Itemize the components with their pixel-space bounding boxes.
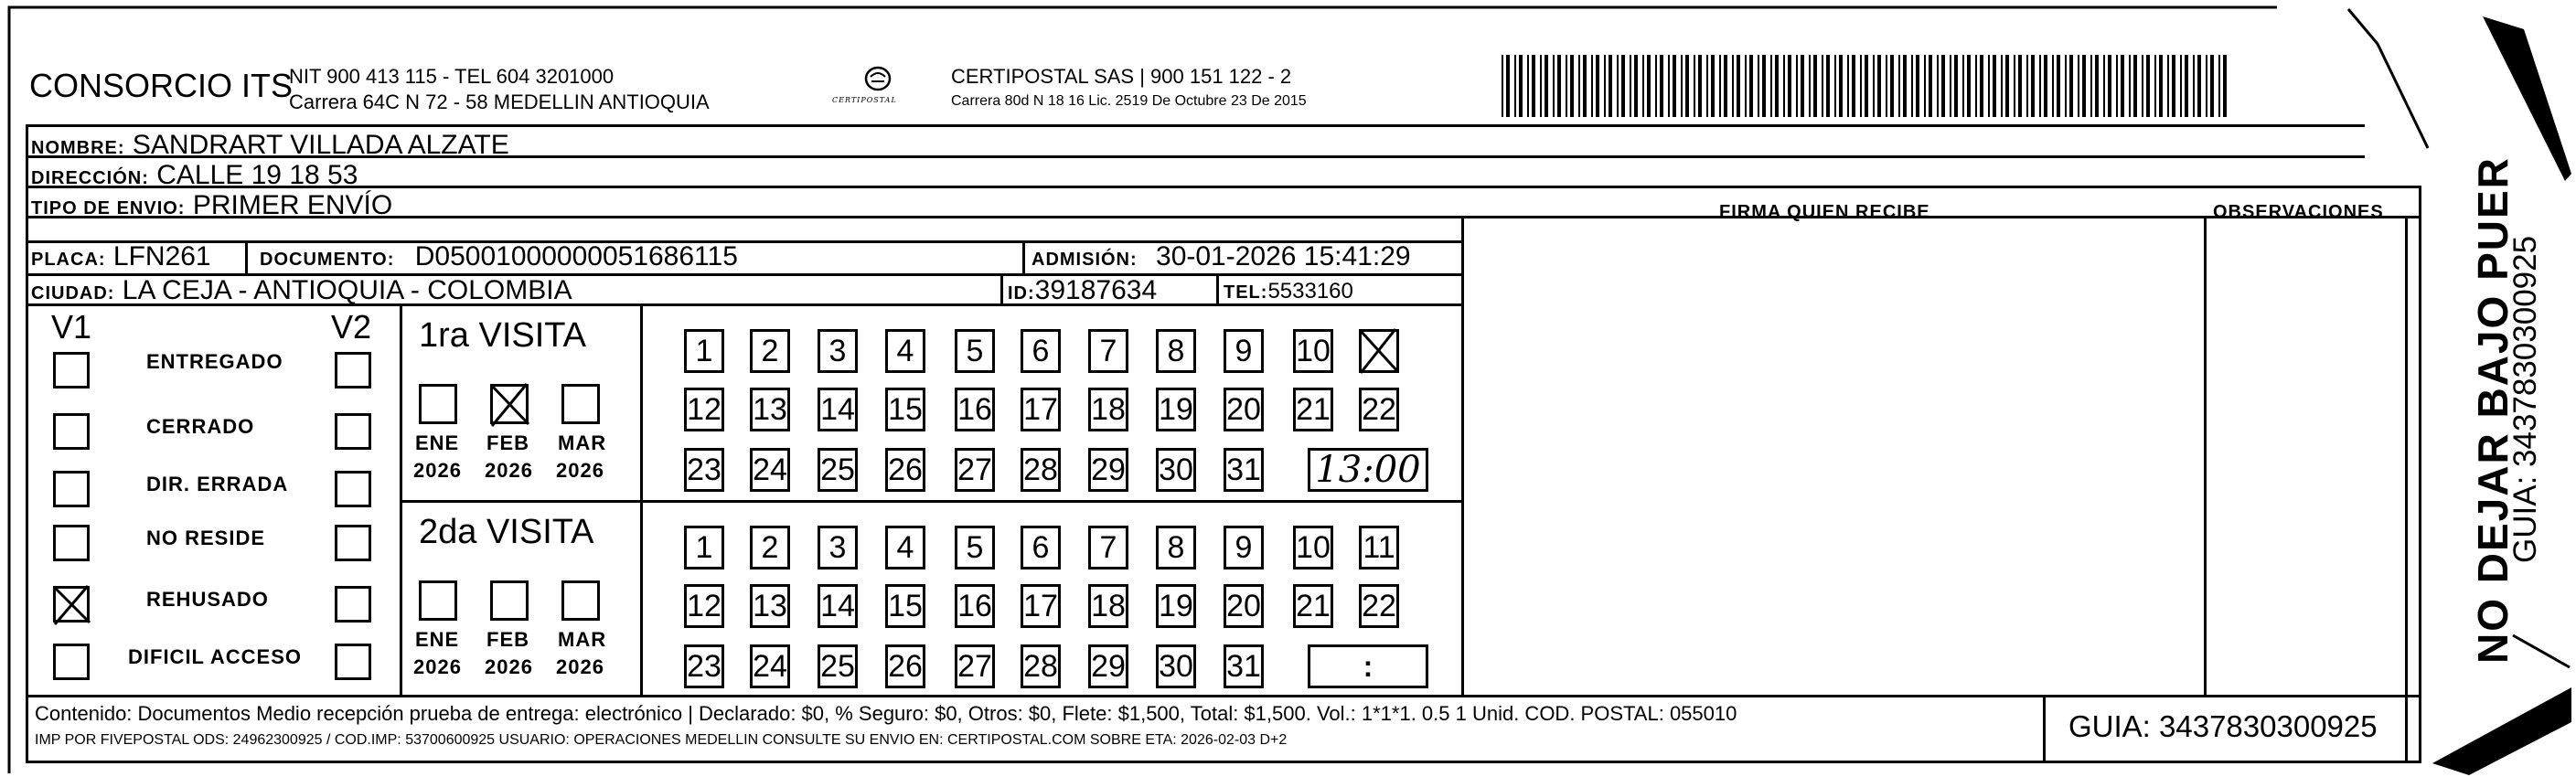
day-box[interactable] (818, 448, 858, 492)
side-warning: NO DEJAR BAJO PUER (2469, 156, 2517, 664)
time-value: : (1363, 649, 1374, 683)
documento-value: D05001000000051686115 (414, 241, 738, 271)
observaciones-header: OBSERVACIONES (2213, 202, 2384, 222)
day-box[interactable] (1224, 526, 1264, 569)
status-option-label: CERRADO (146, 415, 255, 438)
day-number: 23 (687, 452, 721, 487)
day-number: 29 (1091, 648, 1126, 684)
firma-header: FIRMA QUIEN RECIBE (1719, 202, 1930, 222)
day-number: 20 (1226, 391, 1261, 427)
day-number: 12 (687, 588, 721, 623)
day-number: 18 (1091, 588, 1126, 623)
day-number: 10 (1296, 333, 1331, 368)
day-box[interactable] (885, 644, 925, 688)
day-box[interactable] (818, 526, 858, 569)
ciudad-label: CIUDAD: (31, 283, 115, 303)
day-box[interactable] (1088, 526, 1128, 569)
year-label: 2026 (485, 655, 533, 678)
day-box[interactable] (1021, 584, 1061, 628)
v2-label: V2 (331, 308, 372, 346)
day-box[interactable] (750, 329, 790, 373)
year-label: 2026 (485, 459, 533, 482)
v1-checkbox[interactable] (53, 644, 90, 680)
day-box[interactable] (1021, 526, 1061, 569)
placa-label: PLACA: (31, 250, 106, 270)
status-option-label: ENTREGADO (146, 350, 283, 373)
day-number: 31 (1226, 648, 1261, 684)
check-mark-icon (49, 582, 95, 628)
day-box[interactable] (1359, 526, 1399, 569)
day-number: 31 (1226, 452, 1261, 487)
day-box[interactable] (818, 584, 858, 628)
day-box[interactable] (684, 448, 724, 492)
ciudad-value: LA CEJA - ANTIOQUIA - COLOMBIA (122, 275, 572, 305)
month-checkbox[interactable] (419, 580, 457, 621)
day-number: 8 (1167, 529, 1185, 565)
day-number: 3 (828, 529, 847, 565)
day-number: 17 (1023, 391, 1058, 427)
id-value: 39187634 (1034, 275, 1158, 305)
admision-label: ADMISIÓN: (1031, 250, 1138, 270)
month-label: FEB (486, 628, 529, 651)
day-number: 8 (1167, 333, 1185, 368)
day-number: 22 (1362, 391, 1396, 427)
day-number: 1 (695, 333, 713, 368)
v1-checkbox[interactable] (53, 352, 90, 388)
day-number: 30 (1159, 648, 1193, 684)
day-box[interactable] (1088, 329, 1128, 373)
id-label: ID: (1008, 283, 1035, 303)
day-box[interactable] (750, 526, 790, 569)
day-box[interactable] (1156, 448, 1196, 492)
time-value: 13:00 (1315, 449, 1421, 491)
company-line1: NIT 900 413 115 - TEL 604 3201000 (289, 65, 615, 88)
status-option-label: NO RESIDE (146, 527, 266, 549)
day-box[interactable] (1224, 584, 1264, 628)
day-number: 12 (687, 391, 721, 427)
footer-guia: GUIA: 3437830300925 (2068, 709, 2378, 743)
day-box[interactable] (1156, 644, 1196, 688)
day-box[interactable] (818, 644, 858, 688)
v1-checkbox[interactable] (53, 525, 90, 561)
v1-checkbox[interactable] (53, 471, 90, 507)
day-box[interactable] (955, 644, 995, 688)
nombre-label: NOMBRE: (31, 138, 125, 158)
day-box[interactable] (1224, 644, 1264, 688)
month-checkbox[interactable] (561, 580, 600, 621)
day-box[interactable] (885, 448, 925, 492)
day-number: 24 (753, 648, 787, 684)
day-number: 28 (1023, 452, 1058, 487)
day-number: 21 (1296, 588, 1331, 623)
day-number: 21 (1296, 391, 1331, 427)
day-box[interactable] (1224, 329, 1264, 373)
company-line2: Carrera 64C N 72 - 58 MEDELLIN ANTIOQUIA (289, 90, 710, 113)
day-number: 27 (957, 648, 992, 684)
day-box[interactable] (1088, 644, 1128, 688)
day-number: 1 (695, 529, 713, 565)
day-box[interactable] (1088, 388, 1128, 431)
year-label: 2026 (556, 655, 604, 678)
time-box[interactable] (1308, 448, 1428, 492)
day-number: 17 (1023, 588, 1058, 623)
day-box[interactable] (818, 388, 858, 431)
day-box[interactable] (684, 388, 724, 431)
day-number: 2 (761, 529, 779, 565)
day-box[interactable] (1156, 584, 1196, 628)
day-number: 2 (761, 333, 779, 368)
v1-label: V1 (51, 308, 92, 346)
day-box[interactable] (1293, 526, 1333, 569)
day-number: 13 (753, 588, 787, 623)
day-number: 22 (1362, 588, 1396, 623)
month-checkbox[interactable] (419, 384, 457, 424)
imp-line: IMP POR FIVEPOSTAL ODS: 24962300925 / COD.IMP: 53700600925 USUARIO: OPERACIONES MEDELLIN CONSULTE SU ENVIO EN: CERTIPOSTAL.COM SOBRE ETA: 2026-02-03 D+2 (35, 732, 1288, 748)
day-number: 15 (888, 588, 923, 623)
day-number: 5 (966, 529, 984, 565)
contenido-line: Contenido: Documentos Medio recepción prueba de entrega: electrónico | Declarado: $0, % Seguro: $0, Otros: $0, Flete: $1,500, Total: $1,500. Vol.: 1*1*1. 0.5 1 Unid. COD. POSTAL: 055010 (35, 702, 1737, 725)
month-checkbox[interactable] (561, 384, 600, 424)
month-label: FEB (486, 431, 529, 454)
day-number: 13 (753, 391, 787, 427)
direccion-value: CALLE 19 18 53 (156, 160, 358, 190)
day-number: 11 (1363, 529, 1395, 565)
day-box[interactable] (750, 644, 790, 688)
day-number: 24 (753, 452, 787, 487)
day-number: 30 (1159, 452, 1193, 487)
documento-label: DOCUMENTO: (260, 250, 395, 270)
v2-checkbox[interactable] (335, 413, 371, 450)
visit-title: 2da VISITA (419, 513, 594, 551)
day-box[interactable] (750, 448, 790, 492)
day-box[interactable] (885, 526, 925, 569)
year-label: 2026 (413, 459, 462, 482)
day-box[interactable] (684, 329, 724, 373)
logo-text: CERTIPOSTAL (832, 96, 897, 104)
day-box[interactable] (1021, 329, 1061, 373)
day-number: 28 (1023, 648, 1058, 684)
tel-label: TEL: (1224, 282, 1268, 303)
day-number: 6 (1031, 333, 1050, 368)
carrier-line1: CERTIPOSTAL SAS | 900 151 122 - 2 (951, 65, 1292, 88)
day-number: 7 (1099, 529, 1117, 565)
day-box[interactable] (1293, 584, 1333, 628)
day-number: 26 (888, 452, 923, 487)
day-box[interactable] (885, 388, 925, 431)
day-box[interactable] (1021, 644, 1061, 688)
admision-value: 30-01-2026 15:41:29 (1156, 241, 1411, 271)
tipo-label: TIPO DE ENVIO: (31, 198, 186, 218)
placa-value: LFN261 (112, 241, 211, 271)
day-number: 4 (896, 529, 914, 565)
day-box[interactable] (1021, 448, 1061, 492)
day-box[interactable] (750, 388, 790, 431)
year-label: 2026 (556, 459, 604, 482)
status-option-label: REHUSADO (146, 588, 269, 611)
month-checkbox[interactable] (490, 580, 529, 621)
day-box[interactable] (684, 526, 724, 569)
day-number: 9 (1235, 333, 1253, 368)
company-name: CONSORCIO ITS (29, 67, 294, 104)
nombre-value: SANDRART VILLADA ALZATE (132, 130, 509, 160)
day-box[interactable] (750, 584, 790, 628)
day-number: 5 (966, 333, 984, 368)
day-box[interactable] (1293, 329, 1333, 373)
day-number: 19 (1159, 588, 1193, 623)
day-number: 16 (957, 391, 992, 427)
day-number: 10 (1296, 529, 1331, 565)
v2-checkbox[interactable] (335, 525, 371, 561)
day-box[interactable] (1359, 329, 1399, 373)
day-box[interactable] (684, 644, 724, 688)
day-number: 14 (820, 588, 855, 623)
day-number: 7 (1099, 333, 1117, 368)
day-number: 23 (687, 648, 721, 684)
day-number: 15 (888, 391, 923, 427)
day-number: 3 (828, 333, 847, 368)
day-box[interactable] (1224, 388, 1264, 431)
v1-checkbox[interactable] (53, 413, 90, 450)
v2-checkbox[interactable] (335, 644, 371, 680)
side-guia: GUIA: 3437830300925 (2507, 235, 2543, 563)
day-box[interactable] (885, 329, 925, 373)
month-label: MAR (558, 628, 607, 651)
day-box[interactable] (1156, 526, 1196, 569)
tel-value: 5533160 (1267, 279, 1353, 303)
day-box[interactable] (955, 329, 995, 373)
day-number: 9 (1235, 529, 1253, 565)
day-number: 25 (820, 452, 855, 487)
year-label: 2026 (413, 655, 462, 678)
day-box[interactable] (1224, 448, 1264, 492)
day-box[interactable] (955, 526, 995, 569)
day-box[interactable] (818, 329, 858, 373)
day-number: 6 (1031, 529, 1050, 565)
day-number: 18 (1091, 391, 1126, 427)
carrier-line2: Carrera 80d N 18 16 Lic. 2519 De Octubre 23 De 2015 (951, 93, 1307, 109)
day-box[interactable] (1359, 584, 1399, 628)
day-box[interactable] (1156, 329, 1196, 373)
check-mark-icon (1355, 325, 1403, 377)
day-box[interactable] (885, 584, 925, 628)
status-option-label: DIR. ERRADA (146, 473, 289, 495)
v2-checkbox[interactable] (335, 586, 371, 623)
time-box[interactable] (1308, 644, 1428, 688)
day-box[interactable] (1156, 388, 1196, 431)
day-number: 19 (1159, 391, 1193, 427)
month-label: ENE (415, 431, 460, 454)
day-box[interactable] (1359, 388, 1399, 431)
v2-checkbox[interactable] (335, 352, 371, 388)
day-number: 25 (820, 648, 855, 684)
day-number: 4 (896, 333, 914, 368)
day-box[interactable] (1021, 388, 1061, 431)
v1-checkbox[interactable] (53, 586, 90, 623)
visit-title: 1ra VISITA (419, 316, 587, 355)
v2-checkbox[interactable] (335, 471, 371, 507)
status-option-label: DIFICIL ACCESO (128, 645, 303, 668)
day-number: 14 (820, 391, 855, 427)
day-number: 20 (1226, 588, 1261, 623)
day-number: 16 (957, 588, 992, 623)
day-box[interactable] (1293, 388, 1333, 431)
day-box[interactable] (684, 584, 724, 628)
day-number: 26 (888, 648, 923, 684)
day-box[interactable] (955, 388, 995, 431)
tipo-value: PRIMER ENVÍO (192, 190, 393, 220)
day-box[interactable] (955, 584, 995, 628)
day-box[interactable] (1088, 448, 1128, 492)
day-number: 29 (1091, 452, 1126, 487)
direccion-label: DIRECCIÓN: (31, 168, 149, 188)
day-box[interactable] (1088, 584, 1128, 628)
month-label: MAR (558, 431, 607, 454)
day-box[interactable] (955, 448, 995, 492)
day-number: 27 (957, 452, 992, 487)
month-label: ENE (415, 628, 460, 651)
month-checkbox[interactable] (490, 384, 529, 424)
check-mark-icon (486, 380, 534, 430)
